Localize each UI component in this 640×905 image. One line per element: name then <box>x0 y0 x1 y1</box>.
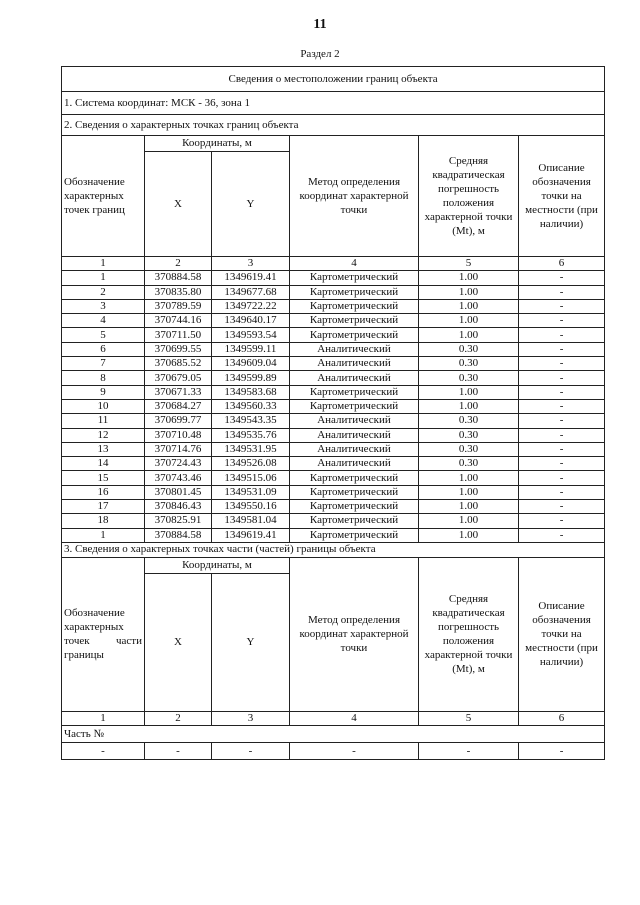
header-x: X <box>145 152 212 257</box>
coord-y: 1349560.33 <box>212 399 290 413</box>
coord-y: 1349619.41 <box>212 271 290 285</box>
header-accuracy-part: Средняя квадратическая погрешность положения характерной точки (Mt), м <box>419 557 519 711</box>
coord-y: 1349531.95 <box>212 442 290 456</box>
coord-x: 370724.43 <box>145 457 212 471</box>
method: Картометрический <box>290 299 419 313</box>
column-number: 5 <box>419 711 519 725</box>
coord-x: 370684.27 <box>145 399 212 413</box>
header-coordinates-part: Координаты, м <box>145 557 290 573</box>
table-row <box>62 285 605 299</box>
coord-y: 1349609.04 <box>212 357 290 371</box>
description: - <box>519 471 605 485</box>
coord-x: 370714.76 <box>145 442 212 456</box>
point-number: 14 <box>62 457 145 471</box>
coord-y: 1349619.41 <box>212 528 290 542</box>
coord-x: 370884.58 <box>145 271 212 285</box>
coord-x: 370884.58 <box>145 528 212 542</box>
column-number: 3 <box>212 257 290 271</box>
coord-y: 1349550.16 <box>212 500 290 514</box>
point-number: 10 <box>62 399 145 413</box>
accuracy: 0.30 <box>419 342 519 356</box>
method: Картометрический <box>290 285 419 299</box>
coord-x: 370846.43 <box>145 500 212 514</box>
coord-x: 370699.77 <box>145 414 212 428</box>
part-row <box>62 743 605 760</box>
coord-x: 370710.48 <box>145 428 212 442</box>
method: Аналитический <box>290 371 419 385</box>
table-row <box>62 500 605 514</box>
accuracy: 0.30 <box>419 371 519 385</box>
coord-x: 370699.55 <box>145 342 212 356</box>
description: - <box>519 285 605 299</box>
method: Картометрический <box>290 471 419 485</box>
method: Картометрический <box>290 271 419 285</box>
column-number: 1 <box>62 711 145 725</box>
column-number: 3 <box>212 711 290 725</box>
table-row <box>62 471 605 485</box>
header-x-part: X <box>145 573 212 711</box>
table-row <box>62 514 605 528</box>
point-number: 3 <box>62 299 145 313</box>
method: Картометрический <box>290 314 419 328</box>
table-row <box>62 385 605 399</box>
description: - <box>519 299 605 313</box>
description: - <box>519 314 605 328</box>
coord-y: 1349593.54 <box>212 328 290 342</box>
description: - <box>519 371 605 385</box>
method: Картометрический <box>290 328 419 342</box>
part-cell: - <box>290 743 419 760</box>
accuracy: 1.00 <box>419 471 519 485</box>
coordinate-system: 1. Система координат: МСК - 36, зона 1 <box>62 92 605 115</box>
coord-y: 1349722.22 <box>212 299 290 313</box>
point-number: 6 <box>62 342 145 356</box>
description: - <box>519 357 605 371</box>
column-number: 4 <box>290 711 419 725</box>
accuracy: 0.30 <box>419 357 519 371</box>
part-cell: - <box>212 743 290 760</box>
table-row <box>62 528 605 542</box>
table-title: Сведения о местоположении границ объекта <box>62 67 605 92</box>
point-number: 13 <box>62 442 145 456</box>
method: Аналитический <box>290 457 419 471</box>
table-row <box>62 428 605 442</box>
accuracy: 1.00 <box>419 399 519 413</box>
table-row <box>62 342 605 356</box>
method: Картометрический <box>290 399 419 413</box>
column-number: 6 <box>519 257 605 271</box>
method: Картометрический <box>290 514 419 528</box>
coord-x: 370679.05 <box>145 371 212 385</box>
column-number: 6 <box>519 711 605 725</box>
point-number: 12 <box>62 428 145 442</box>
accuracy: 0.30 <box>419 457 519 471</box>
coord-x: 370685.52 <box>145 357 212 371</box>
description: - <box>519 485 605 499</box>
accuracy: 1.00 <box>419 285 519 299</box>
column-number: 5 <box>419 257 519 271</box>
coord-y: 1349581.04 <box>212 514 290 528</box>
coord-y: 1349599.89 <box>212 371 290 385</box>
accuracy: 1.00 <box>419 299 519 313</box>
point-number: 1 <box>62 271 145 285</box>
part-cell: - <box>419 743 519 760</box>
description: - <box>519 271 605 285</box>
header-designation: Обозначение характерных точек границ <box>62 136 145 257</box>
coord-y: 1349543.35 <box>212 414 290 428</box>
page-number: 11 <box>313 17 327 32</box>
table-row <box>62 371 605 385</box>
point-number: 9 <box>62 385 145 399</box>
coord-x: 370835.80 <box>145 285 212 299</box>
header-description: Описание обозначения точки на местности (при наличии) <box>519 136 605 257</box>
coord-x: 370743.46 <box>145 471 212 485</box>
description: - <box>519 414 605 428</box>
point-number: 5 <box>62 328 145 342</box>
method: Аналитический <box>290 357 419 371</box>
accuracy: 0.30 <box>419 442 519 456</box>
accuracy: 1.00 <box>419 314 519 328</box>
header-method-part: Метод определения координат характерной точки <box>290 557 419 711</box>
column-numbers-row <box>62 257 605 271</box>
method: Картометрический <box>290 385 419 399</box>
section3-title: 3. Сведения о характерных точках части (частей) границы объекта <box>62 542 605 557</box>
description: - <box>519 399 605 413</box>
coord-x: 370825.91 <box>145 514 212 528</box>
accuracy: 1.00 <box>419 271 519 285</box>
section2-title: 2. Сведения о характерных точках границ объекта <box>62 115 605 136</box>
point-number: 4 <box>62 314 145 328</box>
accuracy: 0.30 <box>419 414 519 428</box>
header-coordinates: Координаты, м <box>145 136 290 152</box>
point-number: 17 <box>62 500 145 514</box>
coord-x: 370789.59 <box>145 299 212 313</box>
part-cell: - <box>62 743 145 760</box>
part-label: Часть № <box>62 726 605 743</box>
point-number: 11 <box>62 414 145 428</box>
table-row <box>62 299 605 313</box>
coord-y: 1349515.06 <box>212 471 290 485</box>
coord-x: 370801.45 <box>145 485 212 499</box>
coord-x: 370744.16 <box>145 314 212 328</box>
method: Аналитический <box>290 342 419 356</box>
coord-y: 1349583.68 <box>212 385 290 399</box>
method: Аналитический <box>290 414 419 428</box>
coord-x: 370671.33 <box>145 385 212 399</box>
header-accuracy: Средняя квадратическая погрешность положения характерной точки (Mt), м <box>419 136 519 257</box>
description: - <box>519 385 605 399</box>
header-designation-part-line: Обозначение характерных <box>64 607 125 634</box>
method: Аналитический <box>290 428 419 442</box>
accuracy: 1.00 <box>419 328 519 342</box>
description: - <box>519 428 605 442</box>
column-number: 2 <box>145 257 212 271</box>
table-row <box>62 399 605 413</box>
coord-y: 1349599.11 <box>212 342 290 356</box>
point-number: 16 <box>62 485 145 499</box>
description: - <box>519 328 605 342</box>
header-designation-part-line: точек части <box>64 635 142 648</box>
point-number: 7 <box>62 357 145 371</box>
column-number: 1 <box>62 257 145 271</box>
point-number: 1 <box>62 528 145 542</box>
column-number: 2 <box>145 711 212 725</box>
point-number: 15 <box>62 471 145 485</box>
part-cell: - <box>145 743 212 760</box>
header-designation-part <box>62 557 145 711</box>
header-description-part: Описание обозначения точки на местности (при наличии) <box>519 557 605 711</box>
header-y-part: Y <box>212 573 290 711</box>
accuracy: 1.00 <box>419 485 519 499</box>
part-cell: - <box>519 743 605 760</box>
description: - <box>519 342 605 356</box>
description: - <box>519 528 605 542</box>
coord-y: 1349640.17 <box>212 314 290 328</box>
table-row <box>62 271 605 285</box>
coord-y: 1349526.08 <box>212 457 290 471</box>
coord-y: 1349677.68 <box>212 285 290 299</box>
point-number: 8 <box>62 371 145 385</box>
table-row <box>62 414 605 428</box>
header-method: Метод определения координат характерной точки <box>290 136 419 257</box>
column-numbers-row-part <box>62 711 605 725</box>
table-row <box>62 457 605 471</box>
table-row <box>62 357 605 371</box>
point-number: 2 <box>62 285 145 299</box>
description: - <box>519 442 605 456</box>
table-row <box>62 442 605 456</box>
description: - <box>519 457 605 471</box>
coord-y: 1349531.09 <box>212 485 290 499</box>
method: Аналитический <box>290 442 419 456</box>
accuracy: 1.00 <box>419 514 519 528</box>
accuracy: 1.00 <box>419 500 519 514</box>
section-title: Раздел 2 <box>300 48 340 60</box>
point-number: 18 <box>62 514 145 528</box>
table-row <box>62 314 605 328</box>
accuracy: 1.00 <box>419 528 519 542</box>
description: - <box>519 500 605 514</box>
coord-x: 370711.50 <box>145 328 212 342</box>
header-designation-part-line: границы <box>64 649 104 662</box>
method: Картометрический <box>290 485 419 499</box>
column-number: 4 <box>290 257 419 271</box>
boundary-table <box>61 66 605 760</box>
coord-y: 1349535.76 <box>212 428 290 442</box>
header-y: Y <box>212 152 290 257</box>
method: Картометрический <box>290 500 419 514</box>
accuracy: 1.00 <box>419 385 519 399</box>
accuracy: 0.30 <box>419 428 519 442</box>
method: Картометрический <box>290 528 419 542</box>
table-row <box>62 485 605 499</box>
table-row <box>62 328 605 342</box>
description: - <box>519 514 605 528</box>
